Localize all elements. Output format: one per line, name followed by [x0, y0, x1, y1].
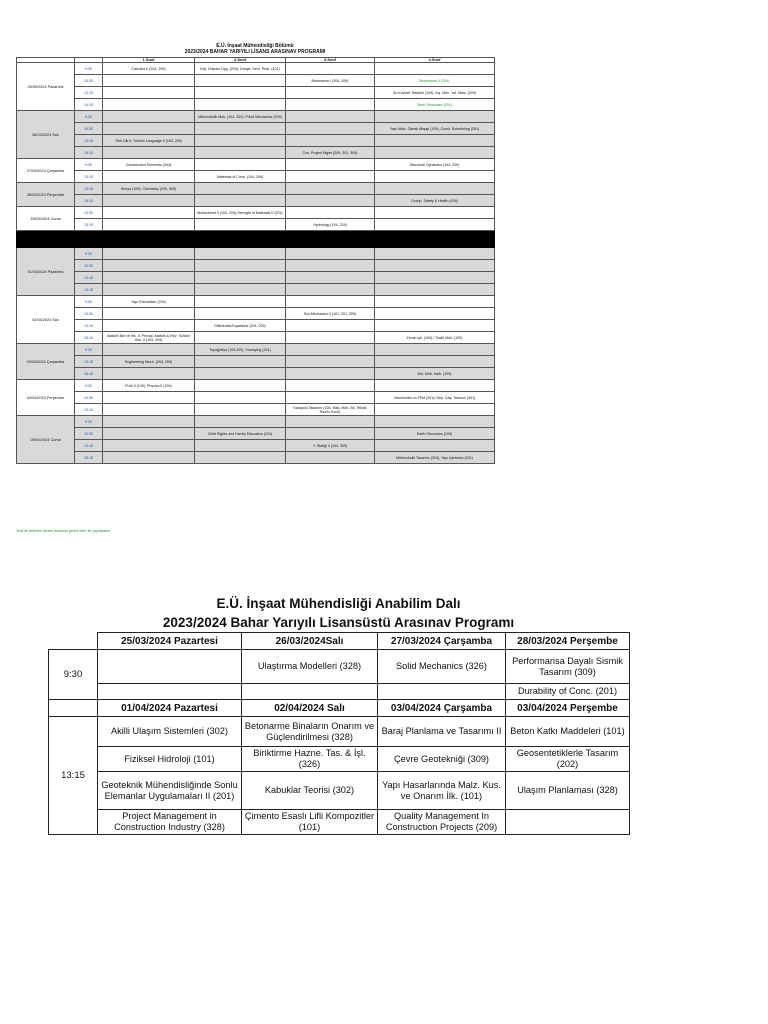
- exam-cell: [195, 219, 286, 231]
- exam-cell: [103, 207, 195, 219]
- exam-cell: [195, 332, 286, 344]
- exam-cell: Kabuklar Teorisi (302): [242, 772, 378, 810]
- exam-cell: [103, 75, 195, 87]
- time-cell: 9:30: [75, 248, 103, 260]
- table-row: [17, 284, 495, 296]
- time-cell: 13:15: [75, 171, 103, 183]
- exam-cell: [103, 452, 195, 464]
- time-cell: 13:15: [75, 219, 103, 231]
- exam-cell: [375, 272, 495, 284]
- date-header: 26/03/2024Salı: [242, 633, 378, 650]
- time-cell: 9:30: [75, 159, 103, 171]
- exam-cell: [195, 87, 286, 99]
- exam-cell: [286, 320, 375, 332]
- exam-cell: Su Kuvveti Tesisleri (109), İnş. Müh. Yal. Malz. (209): [375, 87, 495, 99]
- date-header: 03/04/2024 Perşembe: [506, 700, 630, 717]
- time-cell: 9:30: [75, 111, 103, 123]
- exam-cell: Akilli Ulaşım Sistemleri (302): [98, 717, 242, 747]
- exam-cell: [375, 416, 495, 428]
- exam-cell: [286, 284, 375, 296]
- exam-cell: [103, 123, 195, 135]
- exam-cell: Child Rights and Family Education (204): [195, 428, 286, 440]
- exam-cell: [286, 428, 375, 440]
- exam-cell: [195, 159, 286, 171]
- exam-cell: [286, 159, 375, 171]
- exam-cell: [195, 368, 286, 380]
- exam-cell: [195, 183, 286, 195]
- exam-cell: Engineering Mech. (204, 209): [103, 356, 195, 368]
- exam-cell: [195, 356, 286, 368]
- header-cell: 2.Sınıf: [195, 58, 286, 63]
- exam-cell: Biriktirme Hazne. Tas. & İşl. (326): [242, 747, 378, 772]
- exam-cell: Soil Mechanics II (101, 201, 209): [286, 308, 375, 320]
- exam-cell: Yapı Malz. Olarak Ahşap (109), Const. Scheduling (201): [375, 123, 495, 135]
- table-row: [17, 183, 495, 195]
- table-row: [17, 207, 495, 219]
- exam-cell: Kimya (109), Chemistry (209, 309): [103, 183, 195, 195]
- exam-cell: [286, 344, 375, 356]
- exam-cell: [286, 99, 375, 111]
- exam-cell: [286, 368, 375, 380]
- exam-cell: Mukavemet II (104, 209),Strength of Materials II (201): [195, 207, 286, 219]
- table-row: [17, 75, 495, 87]
- exam-cell: [98, 650, 242, 684]
- exam-cell: [286, 416, 375, 428]
- table-row: [17, 248, 495, 260]
- exam-cell: [195, 452, 286, 464]
- undergrad-title: E.Ü. İnşaat Mühendisliği Bölümü: [216, 43, 294, 49]
- exam-cell: [103, 416, 195, 428]
- time-cell: 9:30: [49, 650, 98, 700]
- table-row: [17, 380, 495, 392]
- date-header: 25/03/2024 Pazartesi: [98, 633, 242, 650]
- time-cell: 14:15: [75, 99, 103, 111]
- time-cell: 10:30: [75, 392, 103, 404]
- exam-cell: [103, 111, 195, 123]
- date-header: 01/04/2024 Pazartesi: [98, 700, 242, 717]
- time-cell: 10:30: [75, 75, 103, 87]
- week2-header-row: [49, 700, 630, 717]
- exam-cell: [195, 195, 286, 207]
- exam-cell: Performansa Dayalı Sismik Tasarım (309): [506, 650, 630, 684]
- table-row: [17, 440, 495, 452]
- exam-cell: Kişi, Hukuku Uyg. (204), Dünya. Sem. Prob. (101): [195, 63, 286, 75]
- date-cell: 05/04/2024 Cuma: [17, 416, 75, 464]
- exam-cell: [103, 440, 195, 452]
- table-row: [17, 99, 495, 111]
- exam-cell: [103, 284, 195, 296]
- time-cell: 13:15: [75, 135, 103, 147]
- time-cell: 9:30: [75, 296, 103, 308]
- exam-cell: Atatürk İlke ve İnk. II, Princip. Atatürk & Rev. Turkish Hist. II (104, 209): [103, 332, 195, 344]
- exam-cell: [195, 123, 286, 135]
- exam-cell: [506, 810, 630, 835]
- exam-cell: Mühendislik Tasarımı (304), Yapı İşletmesi (201): [375, 452, 495, 464]
- date-cell: 04/04/2024 Perşembe: [17, 380, 75, 416]
- time-cell: 13:15: [75, 356, 103, 368]
- exam-cell: Türk Dili II, Turkish Language II (104, 209): [103, 135, 195, 147]
- exam-cell: [375, 219, 495, 231]
- table-row: [17, 272, 495, 284]
- exam-cell: [286, 135, 375, 147]
- exam-cell: [195, 284, 286, 296]
- time-cell: 9:30: [75, 416, 103, 428]
- exam-cell: Mühendislik Mek. (104, 202) / Fluid Mechanics (209): [195, 111, 286, 123]
- exam-cell: [103, 171, 195, 183]
- date-cell: 28/03/2024 Perşembe: [17, 183, 75, 207]
- exam-cell: Occup. Safety & Health (104): [375, 195, 495, 207]
- time-cell: 14:15: [75, 284, 103, 296]
- exam-cell: [103, 344, 195, 356]
- exam-cell: [375, 63, 495, 75]
- date-header: 03/04/2024 Çarşamba: [378, 700, 506, 717]
- time-cell: 10:30: [75, 123, 103, 135]
- exam-cell: [103, 308, 195, 320]
- time-cell: 13:15: [75, 440, 103, 452]
- exam-cell: [195, 392, 286, 404]
- table-row: [17, 260, 495, 272]
- table-row: [49, 747, 630, 772]
- date-cell: 26/03/2024 Salı: [17, 111, 75, 159]
- table-row: [17, 392, 495, 404]
- exam-cell: Beton Katkı Maddeleri (101): [506, 717, 630, 747]
- exam-cell: [195, 404, 286, 416]
- exam-cell: [242, 684, 378, 700]
- exam-cell: Solid Mechanics (326): [378, 650, 506, 684]
- date-cell: 27/03/2024 Çarşamba: [17, 159, 75, 183]
- time-cell: 15:15: [75, 332, 103, 344]
- exam-cell: [195, 135, 286, 147]
- time-cell: 15:15: [75, 195, 103, 207]
- exam-cell: [195, 440, 286, 452]
- exam-cell: [195, 248, 286, 260]
- exam-cell: Bet. Müh. Katk. (109): [375, 368, 495, 380]
- graduate-schedule: [48, 594, 629, 835]
- table-row: [17, 111, 495, 123]
- exam-cell: Çimento Esaslı Lifli Kompozitler (101): [242, 810, 378, 835]
- exam-cell: [286, 195, 375, 207]
- exam-cell: Cos. Project Mgmt (209, 301, 309): [286, 147, 375, 159]
- date-header: 02/04/2024 Salı: [242, 700, 378, 717]
- time-cell: 9:30: [75, 380, 103, 392]
- exam-cell: Durability of Conc. (201): [506, 684, 630, 700]
- time-cell: 13:15: [75, 404, 103, 416]
- week1-header-row: [49, 633, 630, 650]
- time-cell: 15:15: [75, 452, 103, 464]
- exam-cell: [286, 123, 375, 135]
- exam-cell: Quality Management In Construction Projects (209): [378, 810, 506, 835]
- date-cell: 29/03/2024 Cuma: [17, 207, 75, 231]
- undergrad-table: [16, 57, 495, 464]
- date-header: 27/03/2024 Çarşamba: [378, 633, 506, 650]
- exam-cell: Geosentetiklerle Tasarım (202): [506, 747, 630, 772]
- exam-cell: [375, 284, 495, 296]
- table-row: [17, 356, 495, 368]
- exam-cell: [286, 380, 375, 392]
- exam-cell: Fiziksel Hidroloji (101): [98, 747, 242, 772]
- exam-cell: [98, 684, 242, 700]
- exam-cell: [378, 684, 506, 700]
- undergrad-subtitle: 2023/2024 BAHAR YARIYILI LİSANS ARASINAV PROGRAMI: [184, 49, 326, 55]
- date-cell: 25/03/2024 Pazartesi: [17, 63, 75, 111]
- time-cell: 10:30: [75, 260, 103, 272]
- table-row: [49, 810, 630, 835]
- exam-cell: Topoğrafya (109,209), Surveying (201): [195, 344, 286, 356]
- exam-cell: [375, 171, 495, 183]
- exam-cell: [103, 147, 195, 159]
- exam-cell: [375, 207, 495, 219]
- table-row: [49, 650, 630, 684]
- exam-cell: Steel Structures (201): [375, 99, 495, 111]
- exam-cell: [375, 356, 495, 368]
- table-row: [17, 428, 495, 440]
- exam-cell: [195, 260, 286, 272]
- time-cell: 13:15: [49, 717, 98, 835]
- exam-cell: [375, 308, 495, 320]
- time-cell: 15:15: [75, 368, 103, 380]
- time-cell: 15:15: [75, 147, 103, 159]
- exam-cell: [375, 260, 495, 272]
- exam-cell: [103, 392, 195, 404]
- time-cell: 9:30: [75, 344, 103, 356]
- exam-cell: [103, 195, 195, 207]
- table-row: [49, 684, 630, 700]
- week-separator: [17, 231, 495, 248]
- table-row: [17, 404, 495, 416]
- header-cell: 4.Sınıf: [375, 58, 495, 63]
- table-row: [17, 159, 495, 171]
- exam-cell: [286, 356, 375, 368]
- exam-cell: [286, 207, 375, 219]
- exam-cell: [195, 308, 286, 320]
- table-row: [17, 452, 495, 464]
- exam-cell: Betonarme I (204, 209): [286, 75, 375, 87]
- time-cell: 10:30: [75, 428, 103, 440]
- exam-cell: Earth Structures (109): [375, 428, 495, 440]
- exam-cell: Betonarme Binaların Onarım ve Güçlendirilmesi (328): [242, 717, 378, 747]
- exam-cell: [375, 248, 495, 260]
- exam-cell: [375, 111, 495, 123]
- header-cell: 3.Sınıf: [286, 58, 375, 63]
- table-row: [17, 171, 495, 183]
- exam-cell: [103, 404, 195, 416]
- exam-cell: [286, 296, 375, 308]
- exam-cell: [195, 380, 286, 392]
- time-cell: 10:30: [75, 308, 103, 320]
- graduate-table: [48, 632, 630, 835]
- time-cell: 13:15: [75, 320, 103, 332]
- exam-cell: [286, 248, 375, 260]
- exam-cell: [286, 111, 375, 123]
- exam-cell: Construction Elements (204): [103, 159, 195, 171]
- table-row: [17, 195, 495, 207]
- exam-cell: [286, 392, 375, 404]
- table-row: [17, 308, 495, 320]
- exam-cell: [375, 147, 495, 159]
- exam-cell: [195, 296, 286, 308]
- exam-cell: [103, 99, 195, 111]
- exam-cell: [286, 452, 375, 464]
- time-cell: 13:15: [75, 87, 103, 99]
- exam-cell: [103, 272, 195, 284]
- table-row: [17, 87, 495, 99]
- graduate-subtitle: 2023/2024 Bahar Yarıyılı Lisansüstü Arasınav Programı: [162, 615, 515, 630]
- table-row: [17, 147, 495, 159]
- exam-cell: Fizik II (109), Physics II (204): [103, 380, 195, 392]
- exam-cell: Zemin İyil. (109) / Trafik Müh. (109): [375, 332, 495, 344]
- time-cell: 9:30: [75, 63, 103, 75]
- exam-cell: [286, 260, 375, 272]
- exam-cell: [286, 63, 375, 75]
- exam-cell: Materials of Cons. (104, 209): [195, 171, 286, 183]
- date-header: 28/03/2024 Perşembe: [506, 633, 630, 650]
- time-cell: 10:30: [75, 207, 103, 219]
- exam-cell: [103, 248, 195, 260]
- table-row: [17, 332, 495, 344]
- exam-cell: [195, 416, 286, 428]
- exam-cell: Çevre Geotekniği (309): [378, 747, 506, 772]
- exam-cell: [375, 320, 495, 332]
- exam-cell: Hydrology (104, 204): [286, 219, 375, 231]
- exam-cell: Yapı Elemanları (204): [103, 296, 195, 308]
- time-cell: 13:15: [75, 183, 103, 195]
- exam-cell: [375, 183, 495, 195]
- exam-cell: Y. Statiği II (104, 309): [286, 440, 375, 452]
- date-cell: 01/04/2024 Pazartesi: [17, 248, 75, 296]
- exam-cell: [286, 272, 375, 284]
- exam-cell: Ulaşım Planlaması (328): [506, 772, 630, 810]
- exam-cell: [103, 368, 195, 380]
- exam-cell: [375, 404, 495, 416]
- exam-cell: Baraj Planlama ve Tasarımı II: [378, 717, 506, 747]
- table-row: [17, 219, 495, 231]
- exam-cell: [286, 171, 375, 183]
- exam-cell: [195, 99, 286, 111]
- header-cell: 1.Sınıf: [103, 58, 195, 63]
- exam-cell: [375, 440, 495, 452]
- exam-cell: Karayolu Tasarımı (204, Mak. Müh. Bil. Teknik Resim Sınıfı): [286, 404, 375, 416]
- exam-cell: [103, 260, 195, 272]
- exam-cell: [286, 183, 375, 195]
- table-row: [17, 135, 495, 147]
- exam-cell: [375, 380, 495, 392]
- exam-cell: Introduction to FEM (201)/ Dep. Day. Tasarım (301): [375, 392, 495, 404]
- table-row: [49, 717, 630, 747]
- exam-cell: Differential Equations (204, 209): [195, 320, 286, 332]
- exam-cell: Betonarme II (204): [375, 75, 495, 87]
- exam-cell: [195, 75, 286, 87]
- exam-cell: [375, 344, 495, 356]
- exam-cell: [195, 272, 286, 284]
- exam-cell: [286, 87, 375, 99]
- exam-cell: [103, 219, 195, 231]
- table-row: [17, 416, 495, 428]
- exam-cell: [375, 135, 495, 147]
- undergrad-note: Yeşil ile belirtilen dersler arasınav yerine ödev ile yapılacaktır.: [16, 529, 112, 533]
- date-cell: 03/04/2024 Çarşamba: [17, 344, 75, 380]
- time-cell: 13:15: [75, 272, 103, 284]
- exam-cell: [103, 87, 195, 99]
- graduate-title: E.Ü. İnşaat Mühendisliği Anabilim Dalı: [216, 596, 461, 611]
- exam-cell: [103, 320, 195, 332]
- table-row: [17, 63, 495, 75]
- exam-cell: [103, 428, 195, 440]
- table-row: [49, 772, 630, 810]
- exam-cell: Calculus II (204, 209): [103, 63, 195, 75]
- exam-cell: Structural Dynamics (104, 209): [375, 159, 495, 171]
- table-row: [17, 368, 495, 380]
- table-row: [17, 123, 495, 135]
- exam-cell: [286, 332, 375, 344]
- table-row: [17, 296, 495, 308]
- date-cell: 02/04/2024 Salı: [17, 296, 75, 344]
- exam-cell: [375, 296, 495, 308]
- exam-cell: Yapı Hasarlarında Malz. Kus. ve Onarım İlk. (101): [378, 772, 506, 810]
- table-row: [17, 320, 495, 332]
- exam-cell: Geoteknik Mühendisliğinde Sonlu Elemanlar Uygulamaları II (201): [98, 772, 242, 810]
- table-row: [17, 344, 495, 356]
- exam-cell: Project Management in Construction Industry (328): [98, 810, 242, 835]
- exam-cell: Ulaştırma Modelleri (328): [242, 650, 378, 684]
- exam-cell: [195, 147, 286, 159]
